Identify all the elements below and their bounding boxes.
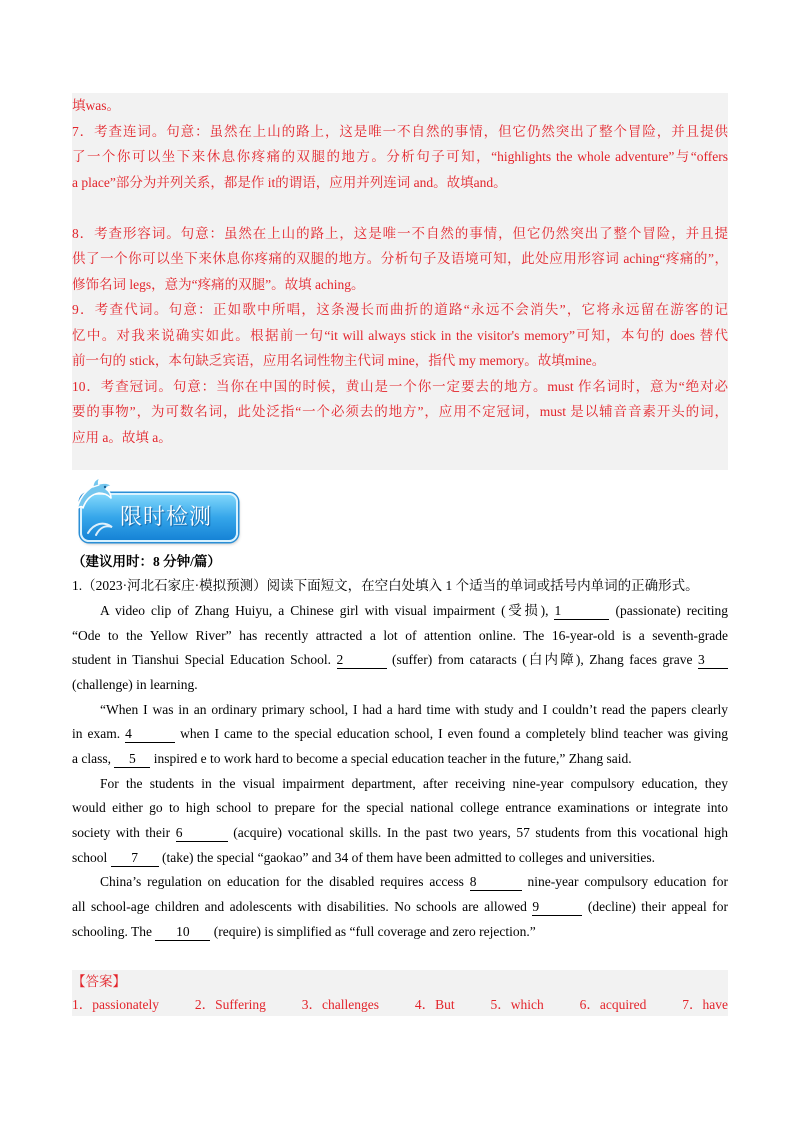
explanation-line: 7．考查连词。句意：虽然在上山的路上，这是唯一不自然的事情，但它仍然突出了整个冒险，并且提供	[72, 123, 728, 139]
passage-text: (suffer) from cataracts (白内障), Zhang faces grave	[386, 652, 698, 668]
passage-text: For the students in the visual impairment department, after receiving nine-year compulsory education, they	[100, 775, 728, 791]
blank-3: 3	[698, 652, 728, 669]
dolphin-icon	[71, 475, 115, 515]
explanation-line: 忆中。对我来说确实如此。根据前一句“it will always stick in the visitor's memory”可知，本句的 does 替代	[72, 327, 728, 343]
answer-item: 1．passionately	[72, 997, 159, 1012]
answer-item: 5．which	[490, 997, 544, 1012]
passage-text: a class,	[72, 751, 115, 766]
passage-text: schooling. The	[72, 923, 156, 939]
explanation-line: 修饰名词 legs，意为“疼痛的双腿”。故填 aching。	[72, 276, 365, 292]
passage-line	[72, 599, 728, 624]
explanation-line: 填was。	[72, 98, 120, 113]
blank-spacer	[72, 195, 728, 221]
passage-text: “When I was in an ordinary primary school, I had a hard time with study and I couldn’t read the papers clearly	[100, 701, 728, 717]
explanation-panel	[72, 93, 728, 470]
blank-10: 10	[155, 924, 210, 941]
blank-7: 7	[111, 850, 159, 867]
passage-line	[72, 648, 728, 673]
passage-line	[72, 747, 728, 772]
suggested-time: （建议用时：8 分钟/篇）	[72, 553, 221, 569]
explanation-line: 前一句的 stick，本句缺乏宾语，应用名词性物主代词 mine，指代 my memory。故填mine。	[72, 353, 606, 369]
passage-line	[72, 920, 728, 945]
passage-line	[72, 821, 728, 846]
question-prompt: 1.（2023·河北石家庄·模拟预测）阅读下面短文，在空白处填入 1 个适当的单词或括号内单词的正确形式。	[72, 578, 699, 594]
answer-heading: 【答案】	[72, 974, 126, 989]
blank-5: 5	[114, 751, 150, 768]
exercise-passage	[72, 550, 728, 945]
passage-text: (challenge) in learning.	[72, 676, 198, 692]
passage-line	[72, 698, 728, 723]
explanation-line: 9．考查代词。句意：正如歌中所唱，这条漫长而曲折的道路“永远不会消失”，它将永远留在游客的记	[72, 302, 728, 318]
answer-panel	[72, 970, 728, 1016]
passage-line	[72, 624, 728, 649]
section-badge-label: 限时检测	[119, 505, 212, 530]
answer-item: 3．challenges	[301, 997, 379, 1012]
passage-line	[72, 673, 728, 698]
passage-text: student in Tianshui Special Education School.	[72, 652, 337, 668]
answer-item: 6．acquired	[579, 997, 647, 1012]
passage-text: all school-age children and adolescents with disabilities. No schools are allowed	[72, 899, 533, 915]
passage-line	[72, 870, 728, 895]
passage-text: (passionate) reciting	[609, 602, 728, 618]
explanation-line: 10．考查冠词。句意：当你在中国的时候，黄山是一个你一定要去的地方。must 作名词时，意为“绝对必	[72, 378, 728, 394]
passage-text: when I came to the special education school, I even found a completely blind teacher was giving	[175, 726, 728, 742]
passage-text: in exam.	[72, 726, 126, 742]
passage-text: school	[72, 849, 111, 865]
passage-text: (take) the special “gaokao” and 34 of them have been admitted to colleges and universities.	[158, 849, 655, 865]
passage-text: China’s regulation on education for the disabled requires access	[100, 874, 470, 890]
passage-text: inspired e to work hard to become a special education teacher in the future,” Zhang said.	[150, 751, 632, 766]
blank-2: 2	[337, 652, 387, 669]
explanation-line: 供了一个你可以坐下来休息你疼痛的双腿的地方。分析句子及语境可知，此处应用形容词 aching“疼痛的”，	[72, 251, 728, 267]
passage-text: would either go to high school to prepare for the special national college entrance examinations or integrate into	[72, 800, 728, 816]
blank-1: 1	[554, 603, 609, 620]
passage-line	[72, 846, 728, 871]
answer-list	[72, 993, 728, 1016]
explanation-line: 8．考查形容词。句意：虽然在上山的路上，这是唯一不自然的事情，但它仍然突出了整个冒险，并且提	[72, 225, 728, 241]
explanation-line: 应用 a。故填 a。	[72, 429, 172, 445]
answer-item: 2．Suffering	[194, 997, 266, 1012]
explanation-line: 了一个你可以坐下来休息你疼痛的双腿的地方。分析句子可知，“highlights the whole adventure”与“offers	[72, 149, 728, 165]
blank-4: 4	[125, 726, 175, 743]
passage-line	[72, 722, 728, 747]
passage-text: (decline) their appeal for	[582, 899, 728, 915]
passage-text: (acquire) vocational skills. In the past two years, 57 students from this vocational high	[227, 825, 728, 841]
passage-text: nine-year compulsory education for	[521, 874, 728, 890]
passage-text: society with their	[72, 825, 176, 841]
passage-line	[72, 796, 728, 821]
passage-text: A video clip of Zhang Huiyu, a Chinese girl with visual impairment (受损),	[100, 602, 555, 618]
explanation-line: a place”部分为并列关系，都是作 it的谓语，应用并列连词 and。故填and。	[72, 174, 507, 190]
answer-item: 7．have	[682, 997, 728, 1012]
answer-item: 4．But	[414, 997, 455, 1012]
passage-line	[72, 895, 728, 920]
blank-6: 6	[176, 825, 228, 842]
passage-text: “Ode to the Yellow River” has recently attracted a lot of attention online. The 16-year-old is a seventh-grade	[72, 627, 728, 643]
passage-line	[72, 772, 728, 797]
blank-8: 8	[470, 874, 522, 891]
explanation-line: 要的事物”，为可数名词，此处泛指“一个必须去的地方”，应用不定冠词，must 是以辅音音素开头的词，	[72, 404, 728, 420]
passage-text: (require) is simplified as “full coverage and zero rejection.”	[210, 923, 536, 939]
blank-9: 9	[532, 899, 582, 916]
